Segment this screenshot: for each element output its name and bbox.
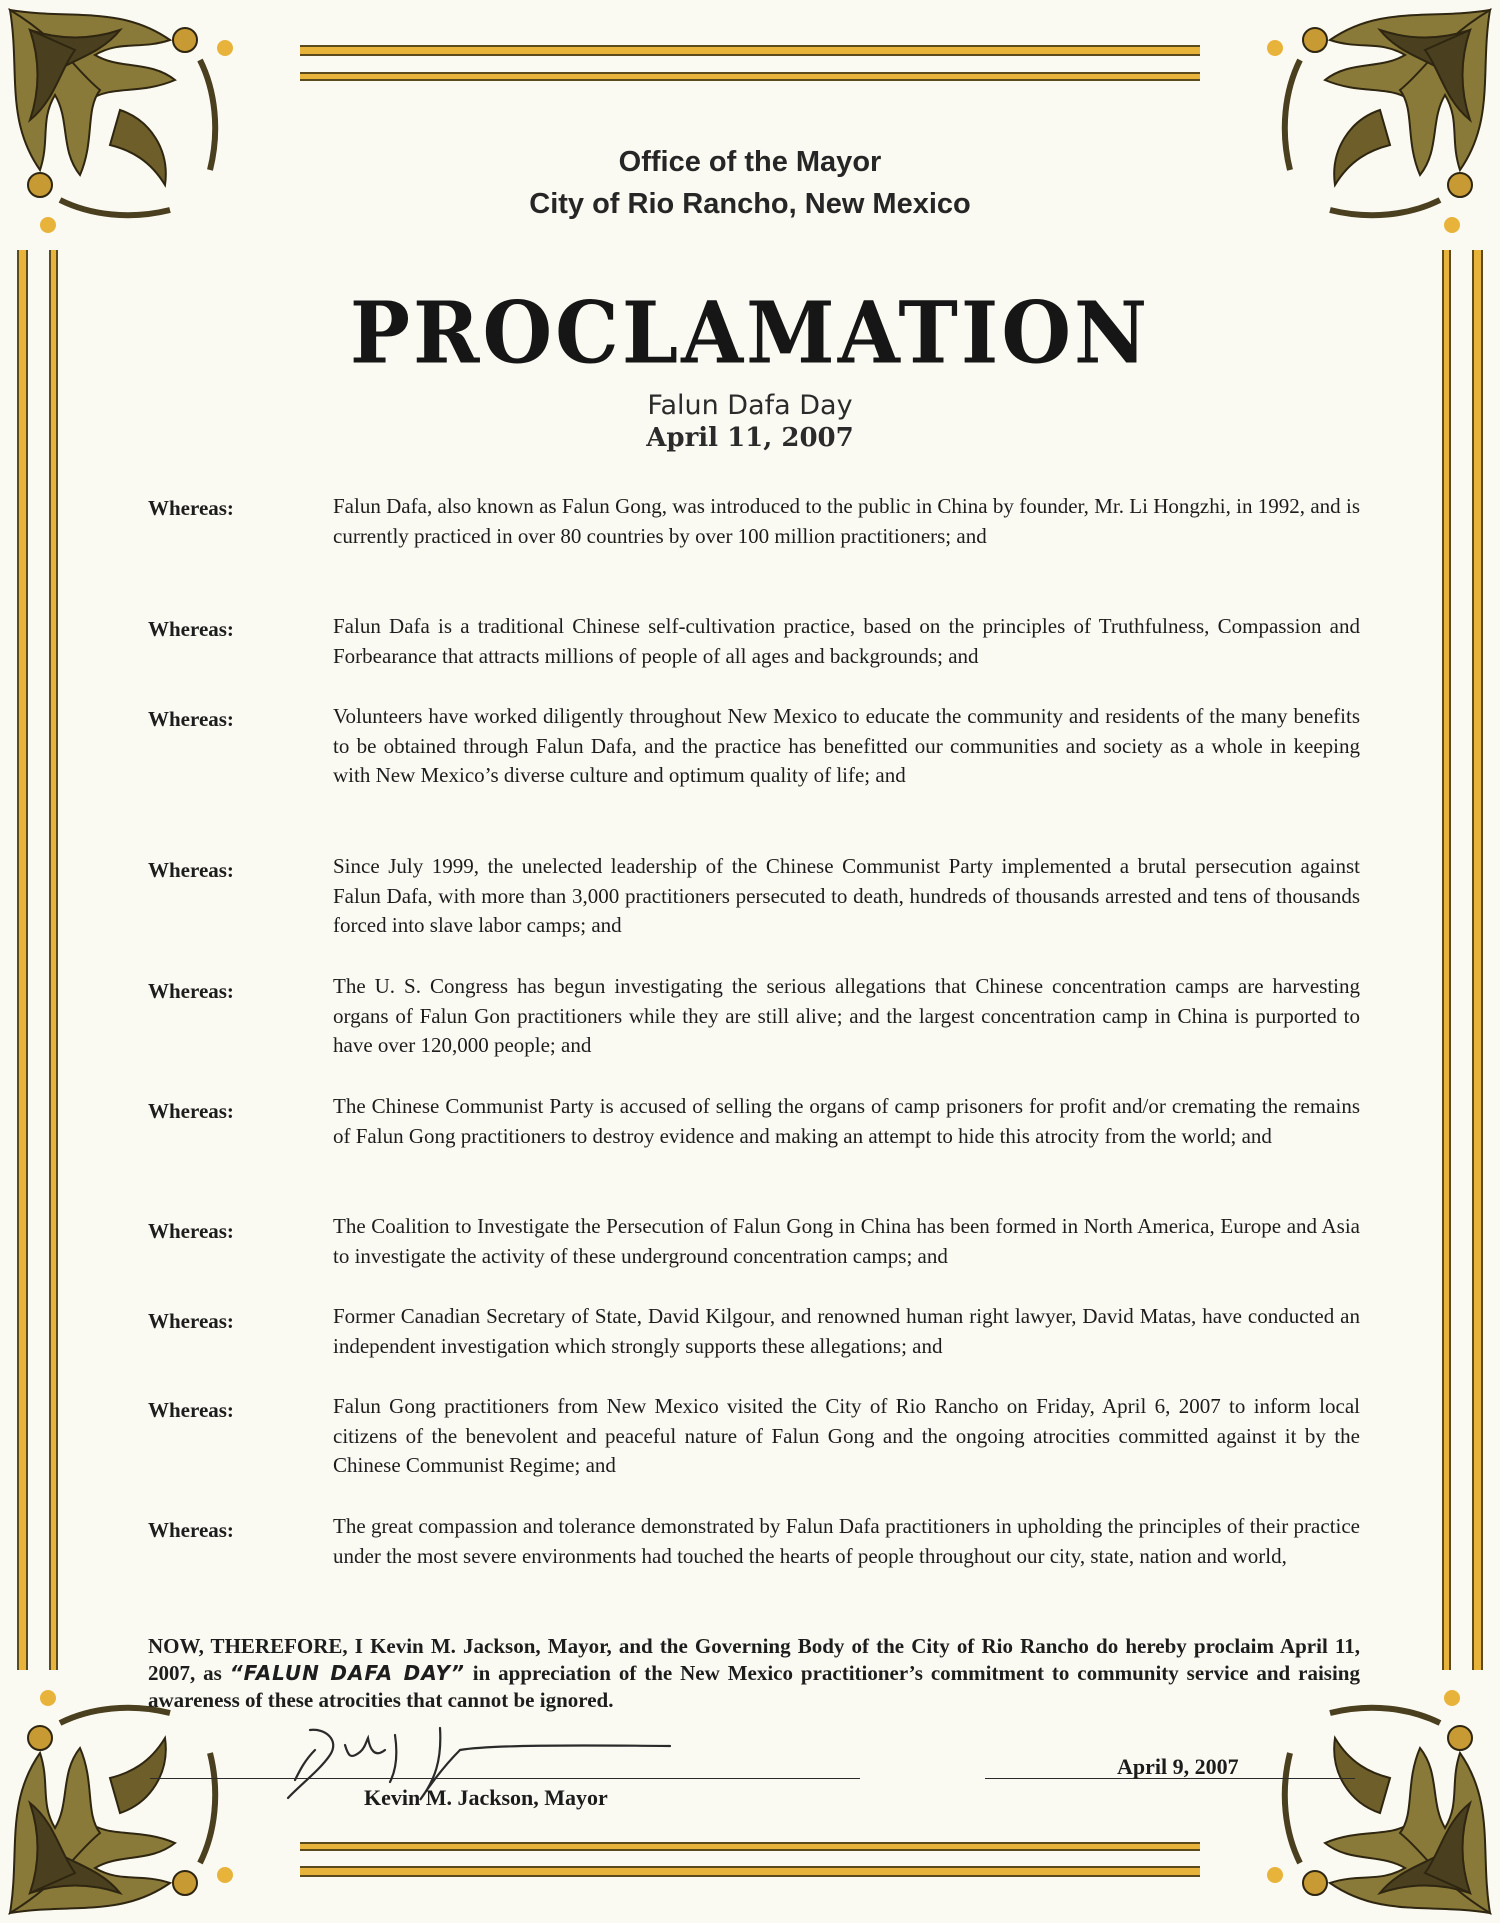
- clause-label: Whereas:: [148, 617, 234, 641]
- right-border-band: [1474, 250, 1481, 1670]
- left-border-band: [19, 250, 26, 1670]
- clause-text: Falun Gong practitioners from New Mexico visited the City of Rio Rancho on Friday, April 6, 2007 to inform local citizens of the benevolent and peaceful nature of Falun Gong and the ongoing atrocities committed against it by the Chinese Communist Regime; and: [333, 1394, 1360, 1477]
- clause-text: The Coalition to Investigate the Persecution of Falun Gong in China has been formed in North America, Europe and Asia to investigate the activity of these underground concentration camps; and: [333, 1214, 1360, 1268]
- mayor-name-title: Kevin M. Jackson, Mayor: [364, 1785, 608, 1810]
- clause-text: The U. S. Congress has begun investigating the serious allegations that Chinese concentration camps are harvesting organs of Falun Gon practitioners while they are still alive; and the largest concentration camp in China is purported to have over 120,000 people; and: [333, 974, 1360, 1057]
- clause-label: Whereas:: [148, 707, 234, 731]
- falun-dafa-day-emphasis: “FALUN DAFA DAY”: [229, 1661, 465, 1685]
- therefore-text-start: NOW, THEREFORE, I Kevin M. Jackson, Mayor, and the Governing Body of the City of Rio Rancho do hereby proclaim April 11, 2007, as: [148, 1634, 1360, 1685]
- clause-text: Falun Dafa, also known as Falun Gong, was introduced to the public in China by founder, Mr. Li Hongzhi, in 1992, and is currently practiced in over 80 countries by over 100 million practitioners; and: [333, 494, 1360, 548]
- corner-ornament-bottom-right: [1260, 1683, 1500, 1923]
- clause-text: Volunteers have worked diligently throughout New Mexico to educate the community and residents of the many benefits to be obtained through Falun Dafa, and the practice has benefitted our communities and society as a whole in keeping with New Mexico’s diverse culture and optimum quality of life; and: [333, 704, 1360, 787]
- clause-label: Whereas:: [148, 496, 234, 520]
- clause-text: Former Canadian Secretary of State, David Kilgour, and renowned human right lawyer, David Matas, have conducted an independent investigation which strongly supports these allegations; and: [333, 1304, 1360, 1358]
- signature-line: [150, 1778, 860, 1779]
- clause-label: Whereas:: [148, 1219, 234, 1243]
- clause-text: The great compassion and tolerance demonstrated by Falun Dafa practitioners in upholding the principles of their practice under the most severe environments had touched the hearts of people throughout our city, state, nation and world,: [333, 1514, 1360, 1568]
- corner-ornament-bottom-left: [0, 1683, 240, 1923]
- bottom-border-band: [300, 1868, 1200, 1875]
- proclamation-date: April 11, 2007: [646, 423, 854, 453]
- office-heading: Office of the Mayor: [618, 146, 882, 178]
- clause-label: Whereas:: [148, 858, 234, 882]
- proclamation-title: PROCLAMATION: [349, 283, 1151, 383]
- clause-label: Whereas:: [148, 1309, 234, 1333]
- signed-date: April 9, 2007: [1117, 1754, 1239, 1779]
- therefore-text-end: in appreciation of the New Mexico practitioner’s commitment to community service and raising awareness of these atrocities that cannot be ignored.: [148, 1661, 1360, 1712]
- clause-label: Whereas:: [148, 1398, 234, 1422]
- clause-label: Whereas:: [148, 1518, 234, 1542]
- clause-text: Falun Dafa is a traditional Chinese self-cultivation practice, based on the principles of Truthfulness, Compassion and Forbearance that attracts millions of people of all ages and backgrounds; and: [333, 614, 1360, 668]
- clause-label: Whereas:: [148, 1099, 234, 1123]
- top-border-band: [300, 47, 1200, 54]
- proclamation-subtitle: Falun Dafa Day: [647, 390, 853, 421]
- city-heading: City of Rio Rancho, New Mexico: [529, 188, 971, 220]
- clause-text: The Chinese Communist Party is accused of selling the organs of camp prisoners for profit and/or cremating the remains of Falun Gong practitioners to destroy evidence and making an attempt to hide this atrocity from the world; and: [333, 1094, 1360, 1148]
- clause-label: Whereas:: [148, 979, 234, 1003]
- clause-text: Since July 1999, the unelected leadership of the Chinese Communist Party implemented a brutal persecution against Falun Dafa, with more than 3,000 practitioners persecuted to death, hundreds of thousands arrested and tens of thousands forced into slave labor camps; and: [333, 854, 1360, 937]
